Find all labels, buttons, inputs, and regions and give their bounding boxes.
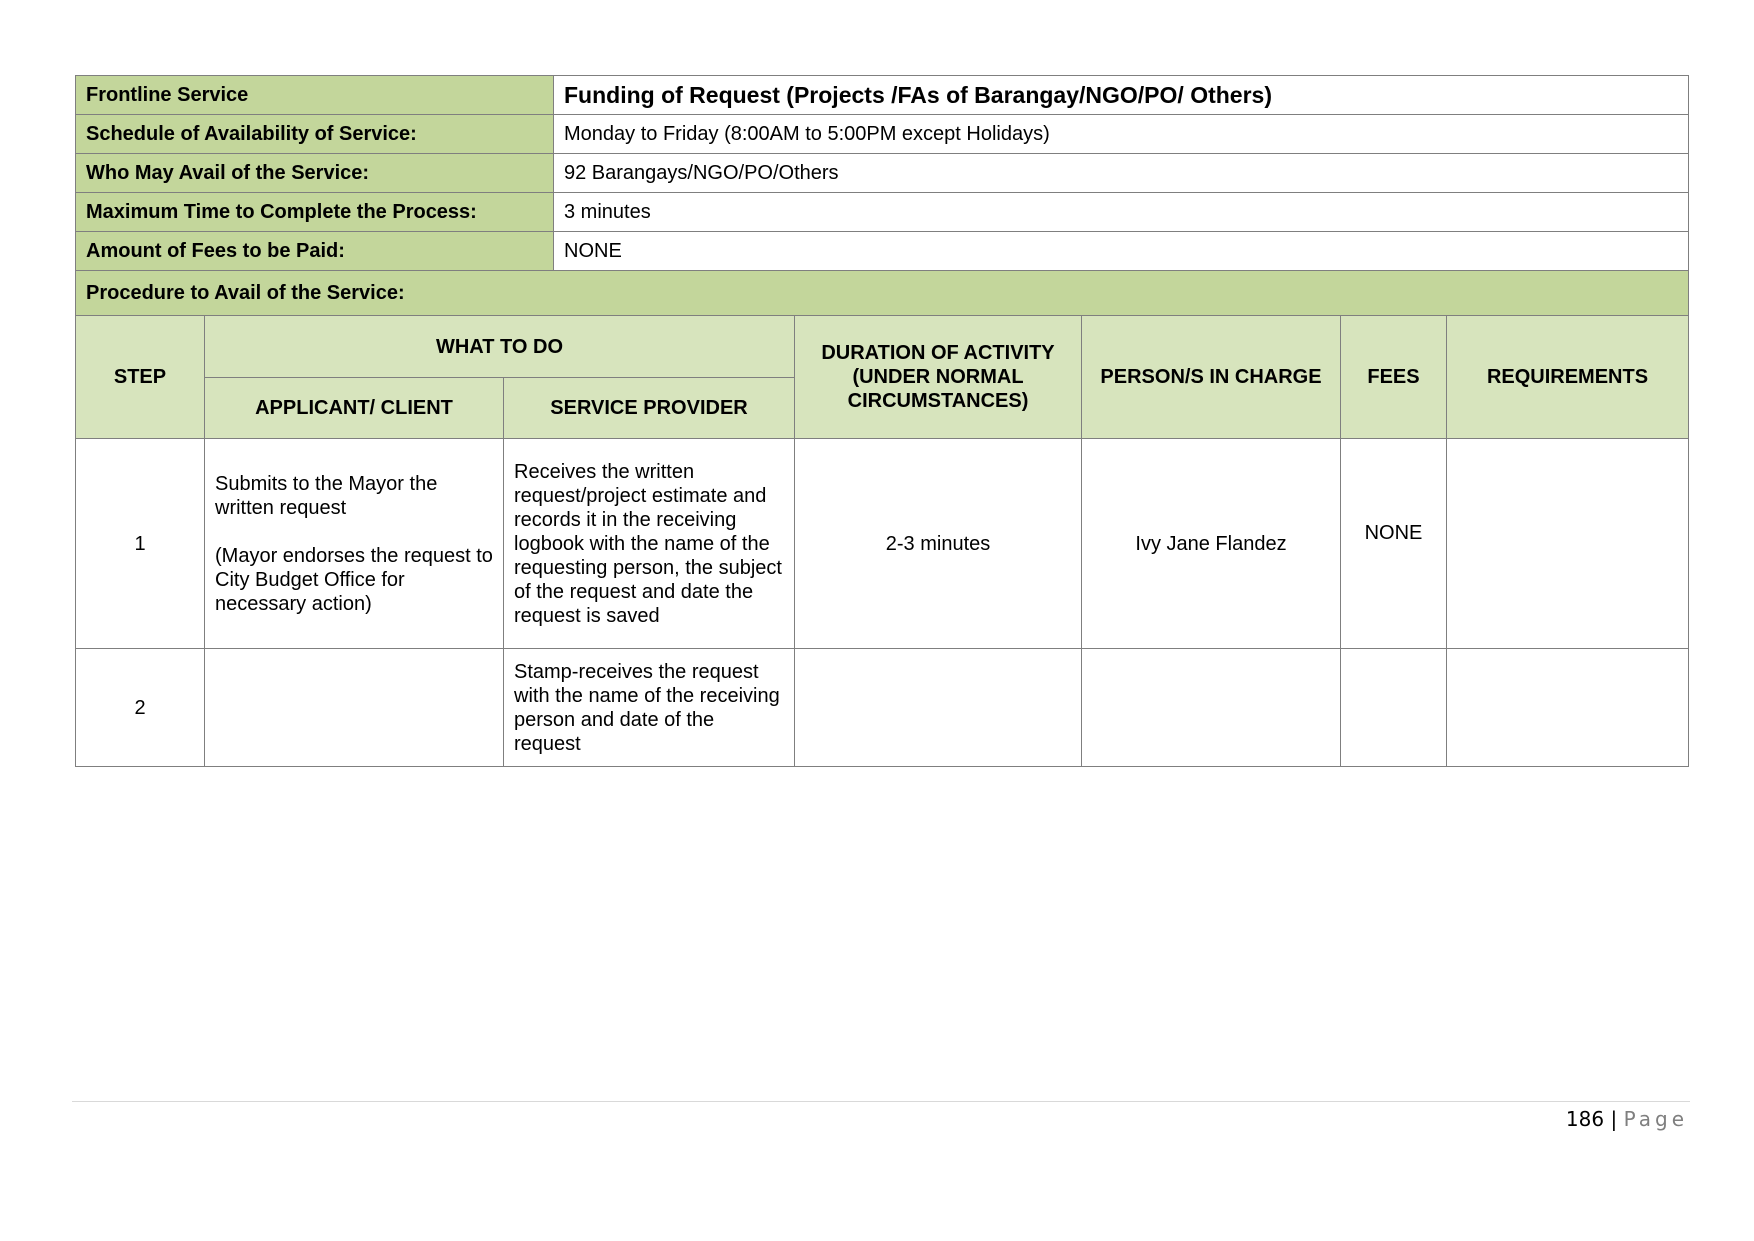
requirements-value: [1447, 649, 1689, 767]
fees-row: [76, 232, 1689, 271]
header-fees: FEES: [1341, 316, 1447, 439]
fees-cell-value: [1341, 649, 1447, 767]
page-separator: |: [1610, 1107, 1618, 1131]
fees-value: NONE: [554, 232, 1689, 271]
person-in-charge-value: Ivy Jane Flandez: [1082, 439, 1341, 649]
paragraph-gap: [215, 520, 493, 544]
schedule-label: Schedule of Availability of Service:: [76, 115, 554, 154]
frontline-service-value: Funding of Request (Projects /FAs of Barangay/NGO/PO/ Others): [554, 76, 1689, 115]
service-provider-action: Stamp-receives the request with the name of the receiving person and date of the request: [504, 649, 795, 767]
header-applicant-client: APPLICANT/ CLIENT: [205, 378, 504, 439]
service-info-table: [75, 75, 1689, 316]
frontline-service-label: Frontline Service: [76, 76, 554, 115]
who-may-avail-label: Who May Avail of the Service:: [76, 154, 554, 193]
applicant-action: [205, 649, 504, 767]
person-in-charge-value: [1082, 649, 1341, 767]
header-step: STEP: [76, 316, 205, 439]
procedure-steps-table: [75, 315, 1689, 767]
applicant-action-note: (Mayor endorses the request to City Budget Office for necessary action): [215, 544, 493, 615]
footer-divider: [72, 1101, 1690, 1102]
header-duration: DURATION OF ACTIVITY (UNDER NORMAL CIRCUMSTANCES): [795, 316, 1082, 439]
page-footer: [1566, 1104, 1688, 1134]
header-row-top: [76, 316, 1689, 378]
fees-cell-value: NONE: [1341, 439, 1447, 649]
table-row: [76, 649, 1689, 767]
applicant-action: [205, 439, 504, 649]
max-time-row: [76, 193, 1689, 232]
schedule-row: [76, 115, 1689, 154]
procedure-row: [76, 271, 1689, 316]
schedule-value: Monday to Friday (8:00AM to 5:00PM except Holidays): [554, 115, 1689, 154]
header-person-in-charge: PERSON/S IN CHARGE: [1082, 316, 1341, 439]
max-time-label: Maximum Time to Complete the Process:: [76, 193, 554, 232]
max-time-value: 3 minutes: [554, 193, 1689, 232]
duration-value: 2-3 minutes: [795, 439, 1082, 649]
page-number: 186: [1565, 1107, 1605, 1131]
applicant-action-text: Submits to the Mayor the written request: [215, 472, 438, 519]
header-service-provider: SERVICE PROVIDER: [504, 378, 795, 439]
who-may-avail-value: 92 Barangays/NGO/PO/Others: [554, 154, 1689, 193]
header-requirements: REQUIREMENTS: [1447, 316, 1689, 439]
who-may-avail-row: [76, 154, 1689, 193]
duration-value: [795, 649, 1082, 767]
step-number: 2: [76, 649, 205, 767]
table-row: [76, 439, 1689, 649]
header-what-to-do: WHAT TO DO: [205, 316, 795, 378]
page-word: Page: [1623, 1107, 1688, 1131]
frontline-service-row: [76, 76, 1689, 115]
procedure-label: Procedure to Avail of the Service:: [76, 271, 1689, 316]
step-number: 1: [76, 439, 205, 649]
requirements-value: [1447, 439, 1689, 649]
fees-label: Amount of Fees to be Paid:: [76, 232, 554, 271]
service-provider-action: Receives the written request/project estimate and records it in the receiving logbook with the name of the requesting person, the subject of the request and date the request is saved: [504, 439, 795, 649]
